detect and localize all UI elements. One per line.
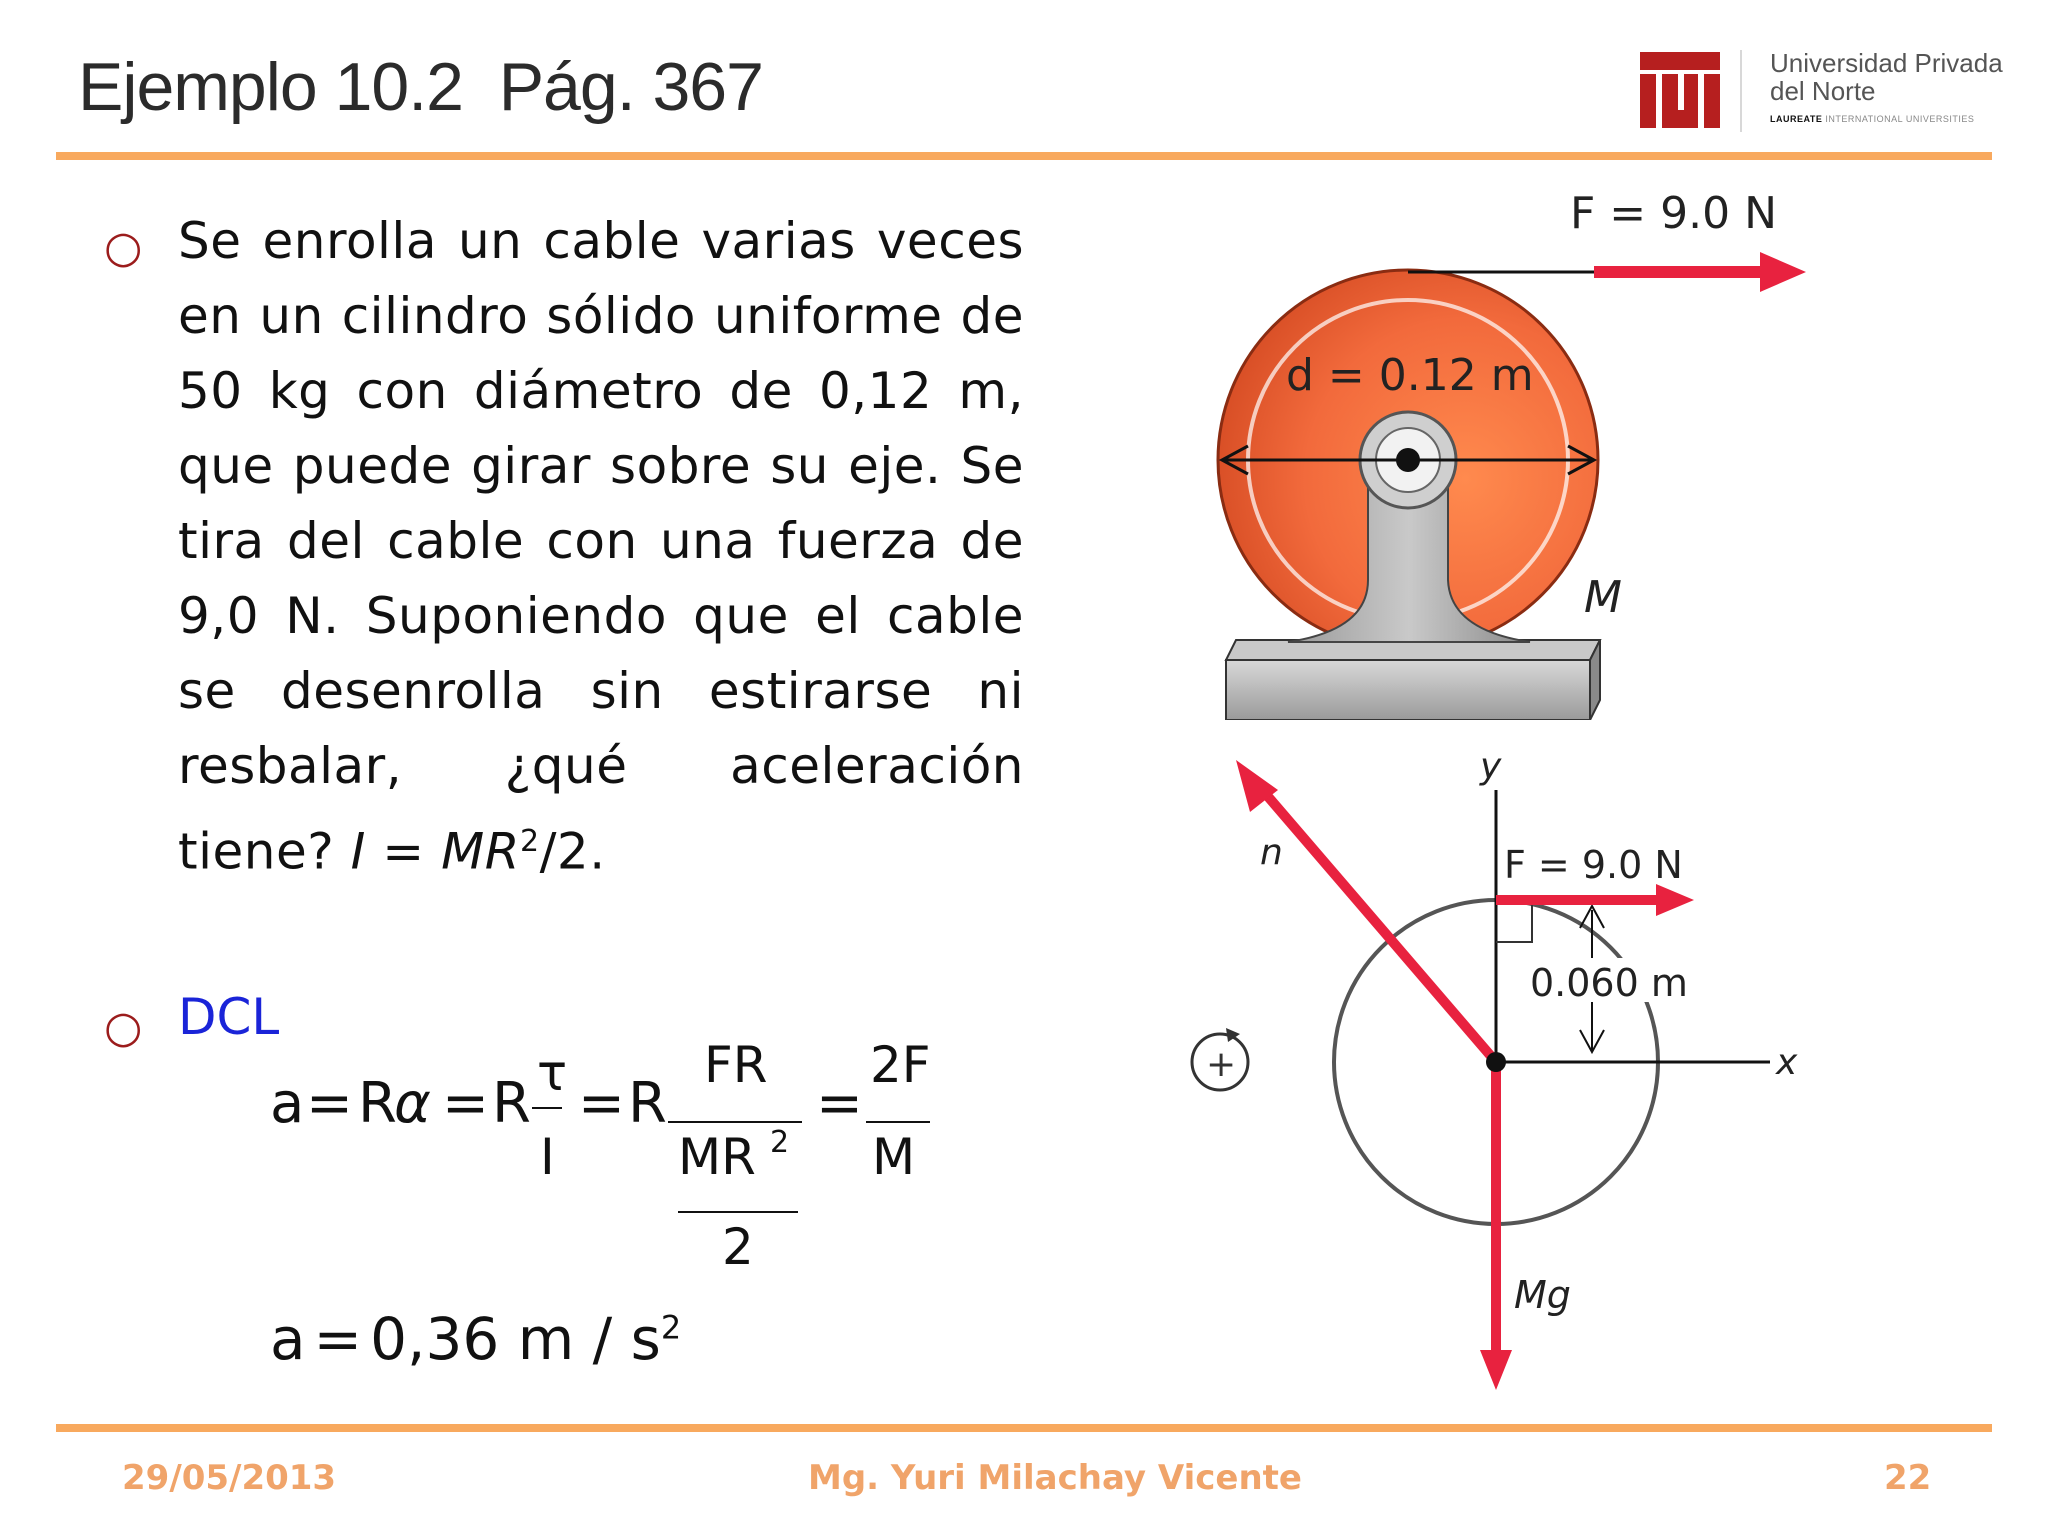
normal-force-arrow (1252, 778, 1496, 1062)
formula-M: M (872, 1128, 916, 1186)
formula-R: R (628, 1071, 667, 1136)
footer-date: 29/05/2013 (122, 1458, 337, 1498)
formula-a: a (270, 1071, 305, 1136)
header-rule (56, 152, 1992, 160)
center-point (1486, 1052, 1506, 1072)
formula-eq: = (442, 1071, 489, 1136)
mass-label: M (1584, 572, 1622, 623)
rotation-direction-icon (1192, 1028, 1248, 1090)
formula-eq: = (816, 1071, 863, 1136)
radius-label: 0.060 m (1530, 961, 1688, 1005)
acceleration-formula (270, 1040, 970, 1310)
dcl-label: DCL (178, 988, 280, 1046)
formula-2F: 2F (870, 1040, 931, 1094)
formula-I: I (540, 1128, 555, 1186)
free-body-diagram (1170, 750, 1830, 1400)
formula-square: 2 (770, 1125, 790, 1160)
logo-separator (1740, 50, 1742, 132)
slide-title: Ejemplo 10.2 Pág. 367 (78, 49, 763, 125)
formula-eq: = (306, 1071, 353, 1136)
result-formula: a = 0,36 m / $s^2$ (270, 1305, 682, 1373)
force-label: F = 9.0 N (1504, 843, 1683, 887)
x-axis-label: x (1776, 1042, 1798, 1083)
force-label: F = 9.0 N (1570, 188, 1778, 239)
svg-text:+: + (1206, 1044, 1237, 1085)
cylinder-figure (1200, 180, 1840, 720)
support-base (1226, 660, 1590, 720)
formula-alpha: α (394, 1071, 431, 1136)
logo-text-line2: del Norte (1770, 76, 1876, 106)
logo-text-line1: Universidad Privada (1770, 48, 2003, 78)
normal-force-label: n (1260, 832, 1283, 873)
y-axis-label: y (1480, 750, 1502, 787)
footer-page-number: 22 (1884, 1458, 1932, 1498)
formula-R: R (358, 1071, 397, 1136)
formula-R: R (492, 1071, 531, 1136)
footer-author: Mg. Yuri Milachay Vicente (808, 1458, 1302, 1498)
diameter-label: d = 0.12 m (1286, 350, 1534, 401)
upn-logo-icon (1640, 52, 1720, 128)
weight-label: Mg (1514, 1273, 1571, 1317)
formula-MR: MR (678, 1128, 756, 1186)
footer-rule (56, 1424, 1992, 1432)
bullet-icon: ○ (104, 1002, 143, 1053)
formula-two: 2 (722, 1218, 754, 1276)
problem-statement: Se enrolla un cable varias veces en un cilindro sólido uniforme de 50 kg con diámetro de 0,12 m, que puede girar sobre su eje. Se tira del cable con una fuerza de 9,0 N. Suponiendo que el cable se desenrolla sin estirarse ni resbalar, ¿qué aceleración tiene? $I = MR^2/2$. (178, 212, 1024, 881)
formula-eq: = (578, 1071, 625, 1136)
formula-tau: τ (537, 1044, 568, 1102)
bullet-icon: ○ (104, 222, 143, 273)
university-logo (1640, 48, 2040, 148)
formula-FR: FR (704, 1040, 768, 1094)
logo-tagline: LAUREATE INTERNATIONAL UNIVERSITIES (1770, 114, 1975, 124)
